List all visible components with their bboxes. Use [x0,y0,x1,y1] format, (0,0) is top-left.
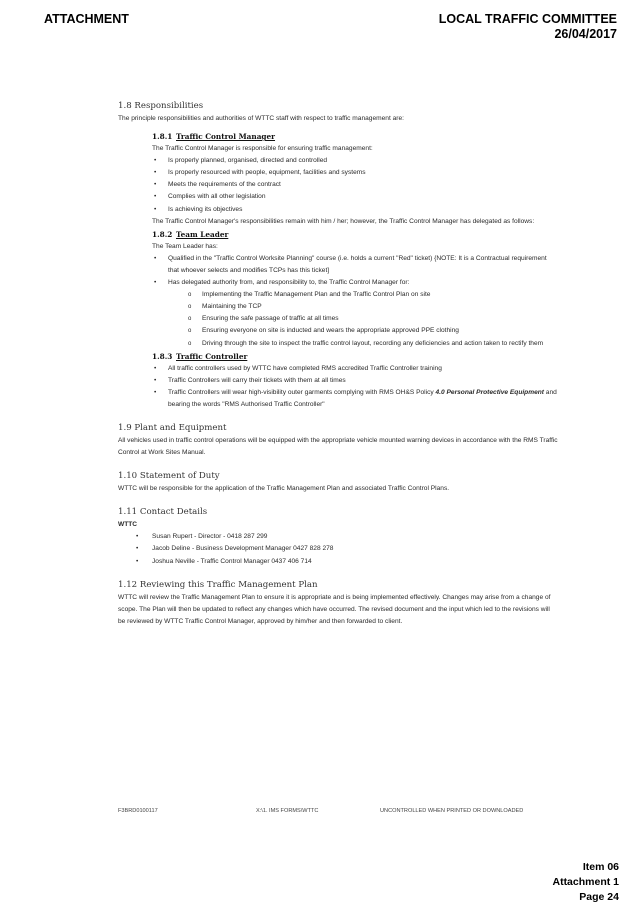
sub-bullet-list [118,289,558,349]
list-item-text: and bearing the words "RMS Authorised Traffic Controller" [168,388,557,408]
contact-list [118,531,558,567]
section-heading: 1.11 Contact Details [118,507,208,518]
list-item: • Traffic Controllers will carry their tickets with them at all times [118,375,558,387]
footer-document-code: F3BRD0100117 [118,808,158,814]
header-committee-block [439,12,617,42]
section-heading: 1.10 Statement of Duty [118,471,220,482]
contact-item: • Joshua Neville - Traffic Control Manager 0437 406 714 [118,556,558,568]
list-item: • Complies with all other legislation [118,191,558,203]
header-date: 26/04/2017 [554,27,617,41]
contact-item: • Jacob Deline - Business Development Manager 0427 828 278 [118,543,558,555]
list-item: • Meets the requirements of the contract [118,179,558,191]
page-number: Page 24 [579,891,619,903]
document-body [118,100,558,628]
subsection-title: Team Leader [176,229,229,239]
page-reference-block [552,860,619,905]
policy-reference: 4.0 Personal Protective Equipment [435,388,544,396]
header-attachment-label: ATTACHMENT [44,12,129,26]
paragraph: WTTC will review the Traffic Management Plan to ensure it is appropriate and is being implemented effectively. Changes may arise from a change of scope. The Plan will then be updated to reflect any changes which have occurred. The revised document and the input which led to the revisions will be reviewed by WTTC Traffic Control Manager, approved by him/her and then forwarded to client. [118,593,551,625]
paragraph: The Traffic Control Manager's responsibilities remain with him / her; however, the Traffic Control Manager has delegated as follows: [152,217,535,225]
section-heading: 1.12 Reviewing this Traffic Management Plan [118,579,318,590]
sub-list-item: o Ensuring the safe passage of traffic at all times [118,313,558,325]
list-item: • Qualified in the "Traffic Control Worksite Planning" course (i.e. holds a current "Red" ticket) {NOTE: It is a Contractual requirement that whoever selects and modifies TCPs has this ticket] [118,253,558,277]
footer-uncontrolled-note: UNCONTROLLED WHEN PRINTED OR DOWNLOADED [380,808,524,814]
subsection-title: Traffic Controller [176,351,248,361]
paragraph: All vehicles used in traffic control operations will be equipped with the appropriate vehicle mounted warning devices in accordance with the RMS Traffic Control at Work Sites Manual. [118,436,558,457]
list-item: • Is properly resourced with people, equipment, facilities and systems [118,167,558,179]
list-item: • Is properly planned, organised, directed and controlled [118,155,558,167]
paragraph: WTTC will be responsible for the application of the Traffic Management Plan and associated Traffic Control Plans. [118,485,450,493]
sub-list-item: o Driving through the site to inspect the traffic control layout, recording any deficiencies and action taken to rectify them [118,338,558,350]
organization-label: WTTC [118,521,138,529]
subsection-heading [118,130,558,143]
bullet-list [118,155,558,215]
sub-list-item: o Ensuring everyone on site is inducted and wears the appropriate approved PPE clothing [118,325,558,337]
section-heading: 1.9 Plant and Equipment [118,422,227,433]
subsection-title: Traffic Control Manager [176,132,276,142]
bullet-list [118,363,558,411]
subsection-number: 1.8.1 [152,132,173,142]
subsection-number: 1.8.2 [152,229,173,239]
paragraph: The principle responsibilities and authorities of WTTC staff with respect to traffic management are: [118,115,404,122]
subsection-heading [118,228,558,241]
paragraph: The Traffic Control Manager is responsible for ensuring traffic management: [152,145,373,153]
attachment-number: Attachment 1 [552,876,619,888]
list-item: • Has delegated authority from, and responsibility to, the Traffic Control Manager for: [118,277,558,289]
subsection-number: 1.8.3 [152,351,173,361]
section-heading: 1.8 Responsibilities [118,101,204,111]
list-item: • Is achieving its objectives [118,204,558,216]
paragraph: The Team Leader has: [152,242,218,250]
sub-list-item: o Implementing the Traffic Management Plan and the Traffic Control Plan on site [118,289,558,301]
list-item: • All traffic controllers used by WTTC have completed RMS accredited Traffic Controller training [118,363,558,375]
header-committee-name: LOCAL TRAFFIC COMMITTEE [438,12,617,26]
list-item [118,387,558,411]
item-number: Item 06 [582,861,619,873]
footer-file-path: X:\1. IMS FORMS\WTTC [256,808,319,814]
sub-list-item: o Maintaining the TCP [118,301,558,313]
subsection-heading [118,350,558,363]
bullet-list [118,253,558,289]
list-item-text: Traffic Controllers will wear high-visibility outer garments complying with RMS OH&S Policy [168,388,436,396]
contact-item: • Susan Rupert - Director - 0418 287 299 [118,531,558,543]
